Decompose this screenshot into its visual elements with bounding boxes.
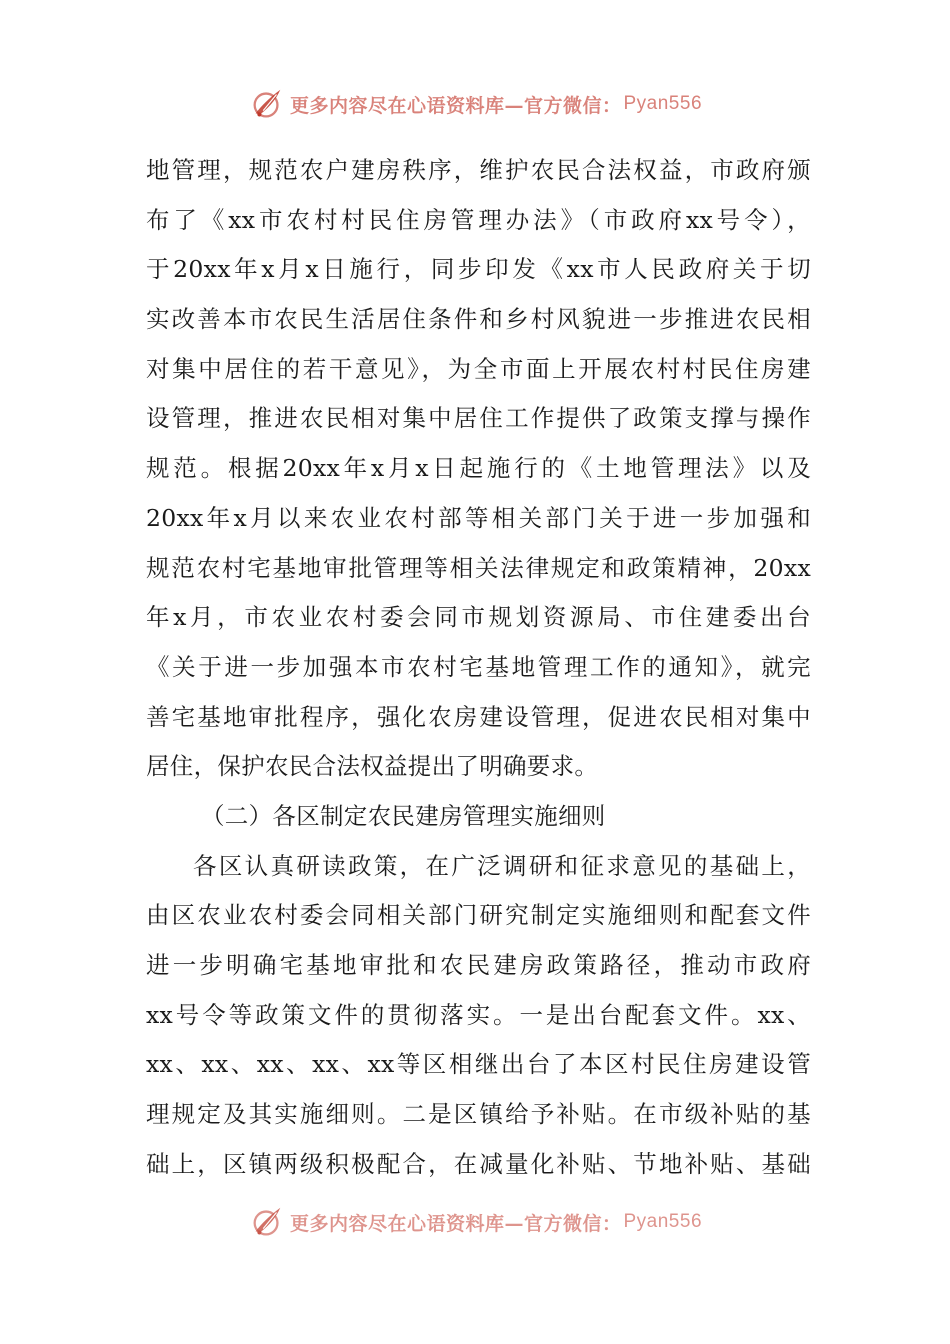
paragraph1-line: 对集中居住的若干意见》，为全市面上开展农村村民住房建 — [146, 354, 811, 383]
paragraph2-line: 进一步明确宅基地审批和农民建房政策路径，推动市政府 — [146, 951, 811, 979]
banner-site-text: 更多内容尽在心语资料库—官方微信： — [289, 94, 622, 117]
paragraph2-line: 各区认真研读政策，在广泛调研和征求意见的基础上， — [193, 851, 811, 880]
paragraph1-line: 规范农村宅基地审批管理等相关法律规定和政策精神，20xx — [146, 553, 811, 582]
paragraph2-line: 理规定及其实施细则。二是区镇给予补贴。在市级补贴的基 — [146, 1100, 811, 1129]
paragraph1-line: 规范。根据20xx年x月x日起施行的《土地管理法》以及 — [146, 454, 811, 483]
paragraph1-line: 于20xx年x月x日施行，同步印发《xx市人民政府关于切 — [146, 255, 811, 284]
paragraph2-line: 础上，区镇两级积极配合，在减量化补贴、节地补贴、基础 — [146, 1149, 811, 1178]
paragraph1-line: 年x月，市农业农村委会同市规划资源局、市住建委出台 — [146, 603, 811, 632]
paragraph2-line: xx号令等政策文件的贯彻落实。一是出台配套文件。xx、 — [146, 1000, 811, 1029]
paragraph2-line: 由区农业农村委会同相关部门研究制定实施细则和配套文件 — [146, 901, 811, 930]
document-body — [146, 146, 811, 1189]
quill-pen-logo-icon — [248, 85, 286, 123]
paragraph1-line: 《关于进一步加强本市农村宅基地管理工作的通知》，就完 — [146, 652, 811, 681]
paragraph1-line: 地管理，规范农户建房秩序，维护农民合法权益，市政府颁 — [146, 156, 811, 184]
section-heading: （二）各区制定农民建房管理实施细则 — [201, 801, 606, 830]
paragraph1-line: 布了《xx市农村村民住房管理办法》（市政府xx号令）， — [146, 205, 811, 234]
banner-site-text: 更多内容尽在心语资料库—官方微信： — [289, 1212, 622, 1235]
footer-banner[interactable] — [0, 1200, 950, 1244]
paragraph1-line: 设管理，推进农民相对集中居住工作提供了政策支撑与操作 — [146, 404, 811, 433]
banner-wechat-id: Pyan556 — [623, 93, 703, 114]
quill-pen-logo-icon — [248, 1203, 286, 1241]
banner-wechat-id: Pyan556 — [623, 1211, 703, 1232]
paragraph1-line: 实改善本市农民生活居住条件和乡村风貌进一步推进农民相 — [146, 305, 811, 334]
header-banner[interactable] — [0, 82, 950, 126]
paragraph1-line: 居住，保护农民合法权益提出了明确要求。 — [146, 752, 599, 781]
paragraph1-line: 20xx年x月以来农业农村部等相关部门关于进一步加强和 — [146, 503, 811, 532]
paragraph1-line: 善宅基地审批程序，强化农房建设管理，促进农民相对集中 — [146, 702, 811, 731]
paragraph2-line: xx、xx、xx、xx、xx等区相继出台了本区村民住房建设管 — [146, 1050, 811, 1079]
